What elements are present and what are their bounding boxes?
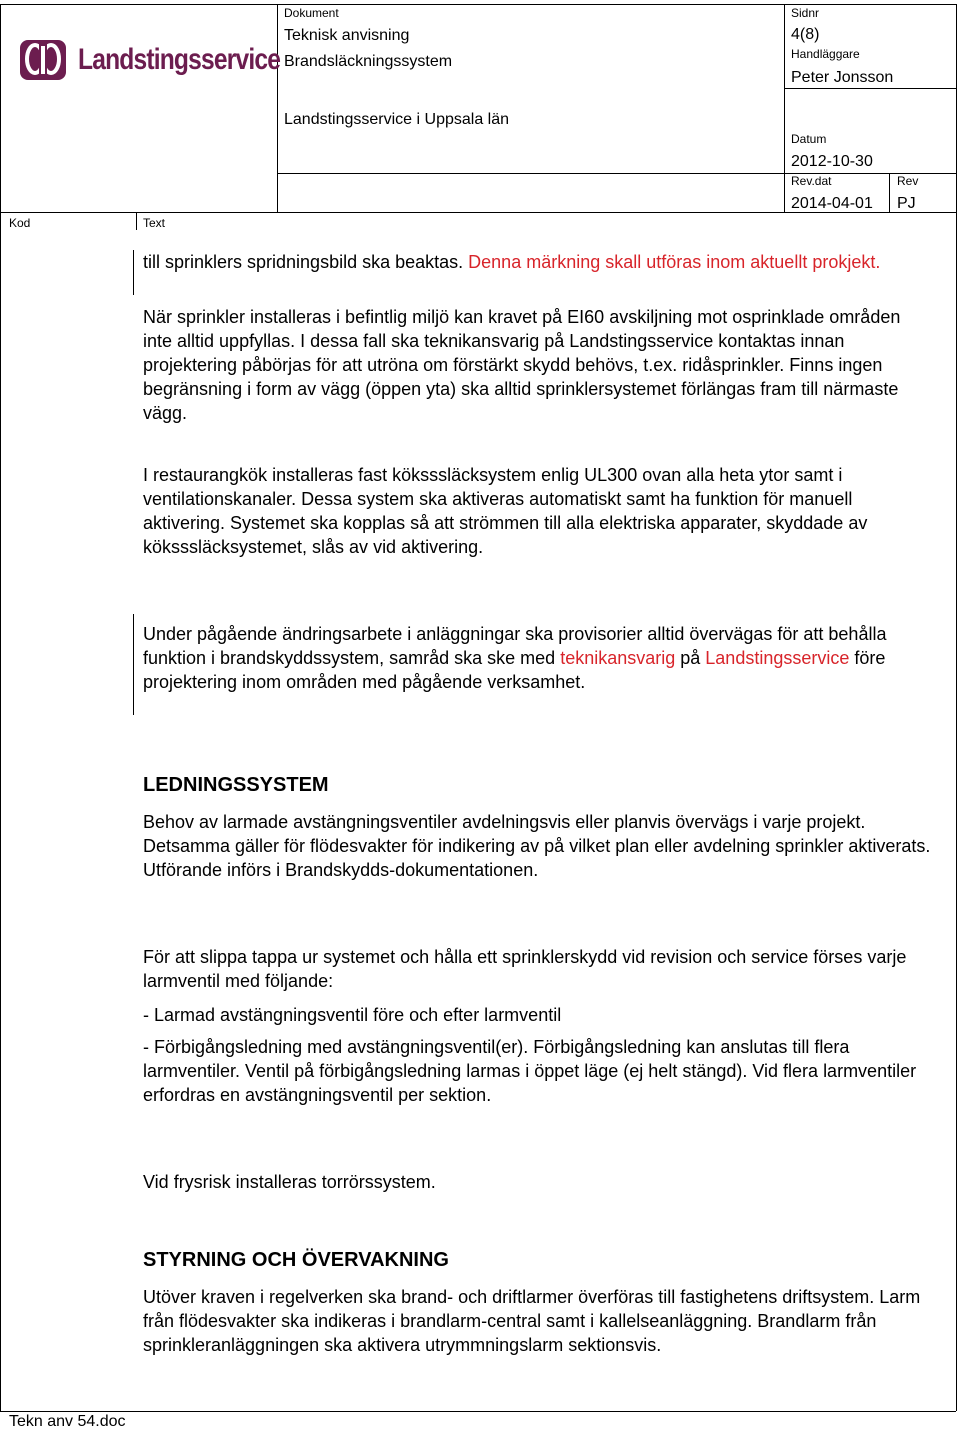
rev-label: Rev <box>897 174 919 188</box>
rev-value: PJ <box>897 195 916 212</box>
ongoing-work-text-a: Under pågående ändringsarbete i anläggningar ska provisorier alltid övervägas för att behålla funktion i brandskyddssystem, samråd ska ske med <box>143 624 887 668</box>
header-divider-right <box>784 4 785 212</box>
paragraph-marking-red: Denna märkning skall utföras inom aktuellt prokjekt. <box>468 252 881 272</box>
header-divider-left <box>277 4 278 212</box>
dokument-label: Dokument <box>284 6 339 20</box>
list-item-2-text: - Förbigångsledning med avstängningsventil(er). Förbigångsledning kan anslutas till flera larmventiler. Ventil på förbigångsledning larmas i öppet läge (ej helt stängd). Vid flera larmventiler erfordras en avstängningsventil per sektion. <box>143 1037 917 1105</box>
ongoing-work-red-landstingsservice: Landstingsservice <box>705 648 850 668</box>
paragraph-alarms-text: Utöver kraven i regelverken ska brand- och driftlarmer överföras till fastighetens driftsystem. Larm från flödesvakter ska indikeras i brandlarm-central samt i kallelseanläggning. Brandlarm från sprinkleranläggningen ska aktivera utrymmningslarm sektionsvis. <box>143 1287 921 1355</box>
document-title: Teknisk anvisning <box>284 27 410 44</box>
ongoing-work-red-teknikansvarig: teknikansvarig <box>560 648 676 668</box>
header-line-handlaggare <box>784 88 956 89</box>
paragraph-alarms <box>143 1285 933 1357</box>
paragraph-existing-environment-text: När sprinkler installeras i befintlig miljö kan kravet på EI60 avskiljning mot osprinklade områden inte alltid uppfyllas. I dessa fall ska teknikansvarig på Landstingsservice kontaktas innan projektering påbörjas för att utröna om förstärkt skydd behövs, t.ex. ridåsprinkler. Finns ingen begränsning i form av vägg (öppen yta) ska alltid sprinklersystemet förlängas fram till närmaste vägg. <box>143 307 901 423</box>
frame-bottom <box>0 1411 956 1412</box>
paragraph-valves-text: Behov av larmade avstängningsventiler avdelningsvis eller planvis övervägs i varje projekt. Detsamma gäller för flödesvakter för indikering av på vilket plan eller avdelning sprinkler aktiverats. Utförande införs i Brandskydds-dokumentationen. <box>143 812 931 880</box>
text-label: Text <box>143 216 166 230</box>
logo-wordmark: Landstingsservice <box>78 43 281 76</box>
header-divider-rev <box>889 173 890 212</box>
frame-left <box>0 4 1 1411</box>
paragraph-valves <box>143 810 933 882</box>
revdat-value: 2014-04-01 <box>791 195 873 212</box>
logo-emblem-icon <box>18 36 68 84</box>
handlaggare-value: Peter Jonsson <box>791 69 894 86</box>
document-subtitle: Brandsläckningssystem <box>284 53 453 70</box>
paragraph-marking <box>143 250 933 274</box>
list-item-2 <box>143 1035 933 1107</box>
datum-value: 2012-10-30 <box>791 153 873 170</box>
paragraph-restaurant-kitchen <box>143 463 933 559</box>
datum-label: Datum <box>791 132 827 146</box>
kod-text-divider <box>136 212 137 230</box>
header-line-datum <box>277 173 956 174</box>
paragraph-restaurant-kitchen-text: I restaurangkök installeras fast köksssläcksystem enlig UL300 ovan alla heta ytor samt i ventilationskanaler. Dessa system ska aktiveras automatiskt samt ha funktion för manuell aktivering. Systemet ska kopplas så att strömmen till alla elektriska apparater, skyddade av köksssläcksystemet, slås av vid aktivering. <box>143 465 868 557</box>
handlaggare-label: Handläggare <box>791 47 860 61</box>
organization-name: Landstingsservice i Uppsala län <box>284 111 510 128</box>
ongoing-work-text-c: före projektering inom områden med pågående verksamhet. <box>143 648 886 692</box>
kod-label: Kod <box>9 216 31 230</box>
frame-top <box>0 4 956 5</box>
sidnr-value: 4(8) <box>791 26 820 43</box>
revdat-label: Rev.dat <box>791 174 832 188</box>
ongoing-work-text-b: på <box>675 648 706 668</box>
paragraph-marking-text: till sprinklers spridningsbild ska beaktas. <box>143 252 469 272</box>
paragraph-ongoing-work <box>143 622 933 694</box>
revision-bar-2 <box>133 614 134 715</box>
company-logo <box>18 36 281 86</box>
frame-right <box>956 4 957 1411</box>
footer-template-name: Tekn anv 54.doc <box>9 1413 126 1430</box>
paragraph-revision-service-text: För att slippa tappa ur systemet och hålla ett sprinklerskydd vid revision och service förses varje larmventil med följande: <box>143 947 907 991</box>
paragraph-frost-risk-text: Vid frysrisk installeras torrörssystem. <box>143 1172 436 1192</box>
sidnr-label: Sidnr <box>791 6 820 20</box>
revision-bar-1 <box>133 250 134 295</box>
list-item-1-text: - Larmad avstängningsventil före och efter larmventil <box>143 1005 562 1025</box>
heading-styrning: STYRNING OCH ÖVERVAKNING <box>143 1249 449 1271</box>
list-item-1 <box>143 1003 933 1027</box>
paragraph-existing-environment <box>143 305 933 425</box>
paragraph-frost-risk <box>143 1170 933 1194</box>
paragraph-revision-service <box>143 945 933 993</box>
heading-ledningssystem: LEDNINGSSYSTEM <box>143 774 329 796</box>
